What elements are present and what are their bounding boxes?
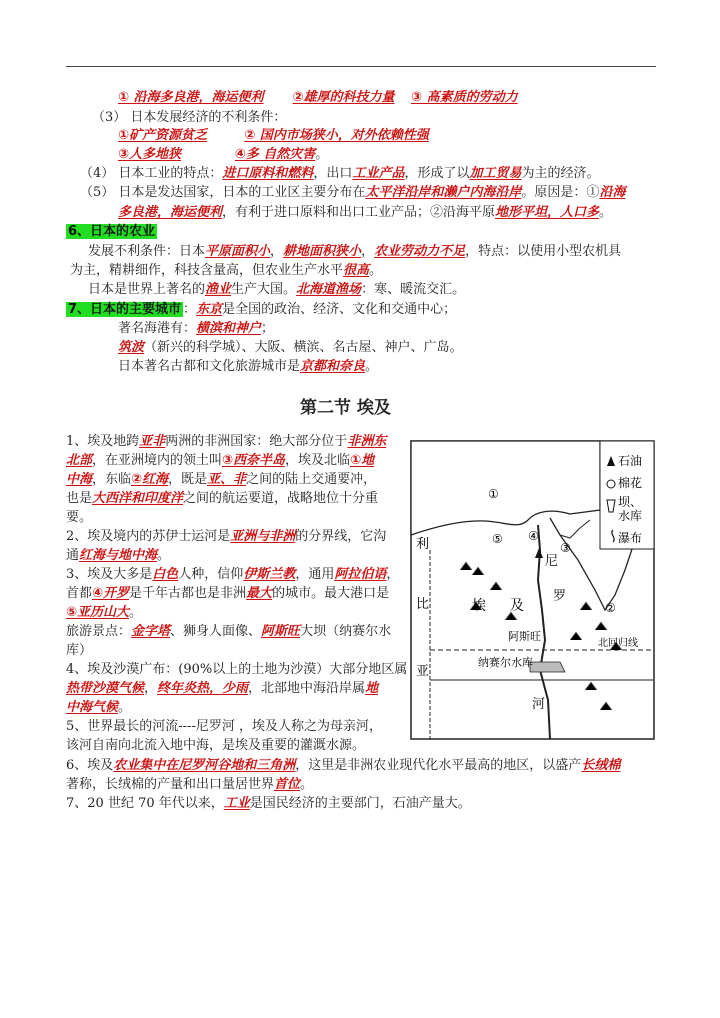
disadvantage-minerals: ①矿产资源贫乏 — [118, 128, 208, 143]
egypt-p6-line1: 6、埃及农业集中在尼罗河谷地和三角洲，这里是非洲农业现代化水平最高的地区，以盛产长绒棉 — [66, 758, 621, 773]
map-nile-char-1: 尼 — [545, 554, 559, 569]
map-egypt-char-1: 埃 — [472, 598, 486, 614]
legend-oil-label: 石油 — [618, 454, 643, 468]
egypt-p1-line1: 1、埃及地跨亚非两洲的非洲国家：绝大部分位于非洲东 — [66, 434, 387, 449]
header-rule — [66, 66, 656, 67]
lake-nasser — [530, 662, 565, 672]
map-tropic-label: 北回归线 — [598, 638, 638, 649]
egypt-p2-line1: 2、埃及境内的苏伊士运河是亚洲与非洲的分界线，它沟 — [66, 529, 387, 544]
disadvantage-land: ③人多地狭 — [118, 147, 182, 162]
japan-agriculture-conditions: 发展不利条件：日本平原面积小，耕地面积狭小，农业劳动力不足，特点：以使用小型农机具 — [88, 244, 622, 259]
egypt-p3-line3: ⑤亚历山大。 — [66, 605, 143, 620]
egypt-map — [410, 440, 655, 740]
egypt-p5-line2: 该河自南向北流入地中海，是埃及重要的灌溉水源。 — [66, 738, 366, 753]
disadvantage-disasters: ④多 自然灾害 — [234, 147, 316, 162]
advantage-technology: ②雄厚的科技力量 — [292, 90, 395, 105]
legend-cotton-label: 棉花 — [618, 476, 643, 490]
japan-cities-line: 7、日本的主要城市 ：东京是全国的政治、经济、文化和交通中心； — [68, 302, 457, 317]
japan-cities-heading: 7、日本的主要城市 — [68, 302, 182, 317]
egypt-p6-line2: 著称，长绒棉的产量和出口量居世界首位。 — [66, 777, 314, 792]
japan-disadvantages-line2: ③人多地狭 ④多 自然灾害。 — [118, 147, 329, 162]
egypt-p4-line1: 4、埃及沙漠广布：(90%以上的土地为沙漠）大部分地区属 — [66, 662, 408, 677]
japan-other-cities: 筑波（新兴的科学城）、大阪、横滨、名古屋、神户、广岛。 — [118, 340, 463, 355]
egypt-p1-line4: 也是大西洋和印度洋之间的航运要道，战略地位十分重 — [66, 491, 379, 506]
egypt-p4-line2: 热带沙漠气候，终年炎热，少雨，北部地中海沿岸属地 — [66, 681, 379, 696]
egypt-section-title: 第二节 埃及 — [300, 398, 391, 418]
egypt-p1-line2: 北部，在亚洲境内的领土叫③西奈半岛，埃及北临①地 — [66, 453, 375, 468]
map-aswan-label: 阿斯旺 — [508, 630, 541, 643]
egypt-p4-line3: 中海气候。 — [66, 700, 132, 715]
advantage-ports: ① 沿海多良港，海运便利 — [118, 90, 264, 105]
map-libya-char-3: 亚 — [416, 664, 430, 679]
egypt-p3-line1: 3、埃及大多是白色人种，信仰伊斯兰教，通用阿拉伯语， — [66, 567, 400, 582]
map-egypt-char-2: 及 — [510, 598, 524, 614]
japan-disadvantage-heading: （3） 日本发展经济的不利条件： — [92, 110, 287, 125]
japan-agriculture-level: 为主，精耕细作，科技含量高，但农业生产水平很高。 — [70, 263, 383, 278]
map-libya-char-2: 比 — [416, 597, 430, 612]
egypt-p7-line1: 7、20 世纪 70 年代以来，工业是国民经济的主要部门，石油产量大。 — [66, 796, 471, 811]
map-nasser-label: 纳赛尔水库 — [478, 656, 533, 669]
map-label-2: ② — [605, 601, 616, 615]
japan-ancient-capitals: 日本著名古都和文化旅游城市是京都和奈良。 — [118, 359, 379, 374]
japan-industry-distribution: （5） 日本是发达国家，日本的工业区主要分布在太平洋沿岸和濑户内海沿岸。原因是：①沿海 — [80, 185, 626, 200]
legend-dam-label-1: 坝、 — [618, 495, 643, 509]
japan-disadvantages-line1 — [118, 126, 429, 146]
japan-industry-features: （4） 日本工业的特点：进口原料和燃料，出口工业产品，形成了以加工贸易为主的经济。 — [80, 166, 600, 181]
japan-seaports: 著名海港有：横滨和神户； — [118, 321, 275, 336]
disadvantage-market: ② 国内市场狭小，对外依赖性强 — [244, 128, 429, 143]
egypt-p1-line5: 要。 — [66, 510, 93, 525]
egypt-p5-line1: 5、世界最长的河流----尼罗河 ，埃及人称之为母亲河， — [66, 719, 382, 734]
map-label-4: ④ — [528, 529, 539, 543]
map-label-5: ⑤ — [492, 532, 503, 546]
legend-falls-label: 瀑布 — [618, 531, 643, 545]
japan-industry-reasons: 多良港，海运便利，有利于进口原料和出口工业产品；②沿海平原地形平坦，人口多。 — [118, 205, 613, 220]
egypt-p1-line3: 中海，东临②红海，既是亚、非之间的陆上交通要冲， — [66, 472, 377, 487]
egypt-tourism-line1: 旅游景点：金字塔、狮身人面像、阿斯旺大坝（纳赛尔水 — [66, 624, 392, 639]
legend-dam-label-2: 水库 — [618, 509, 643, 523]
egypt-p2-line2: 通红海与地中海。 — [66, 548, 171, 563]
egypt-tourism-line2: 库） — [66, 643, 93, 658]
map-libya-char-1: 利 — [416, 537, 430, 552]
japan-advantages-line — [118, 88, 518, 108]
map-label-1: ① — [488, 487, 499, 501]
japan-agriculture-heading: 6、日本的农业 — [68, 224, 156, 239]
japan-fishery: 日本是世界上著名的渔业生产大国。北海道渔场：寒、暖流交汇。 — [88, 282, 466, 297]
map-nile-char-3: 河 — [532, 697, 546, 712]
map-label-3: ③ — [560, 541, 571, 555]
map-nile-char-2: 罗 — [553, 589, 567, 604]
egypt-p3-line2: 首都④开罗是千年古都也是非洲最大的城市。最大港口是 — [66, 586, 390, 601]
advantage-labor: ③ 高素质的劳动力 — [411, 90, 518, 105]
